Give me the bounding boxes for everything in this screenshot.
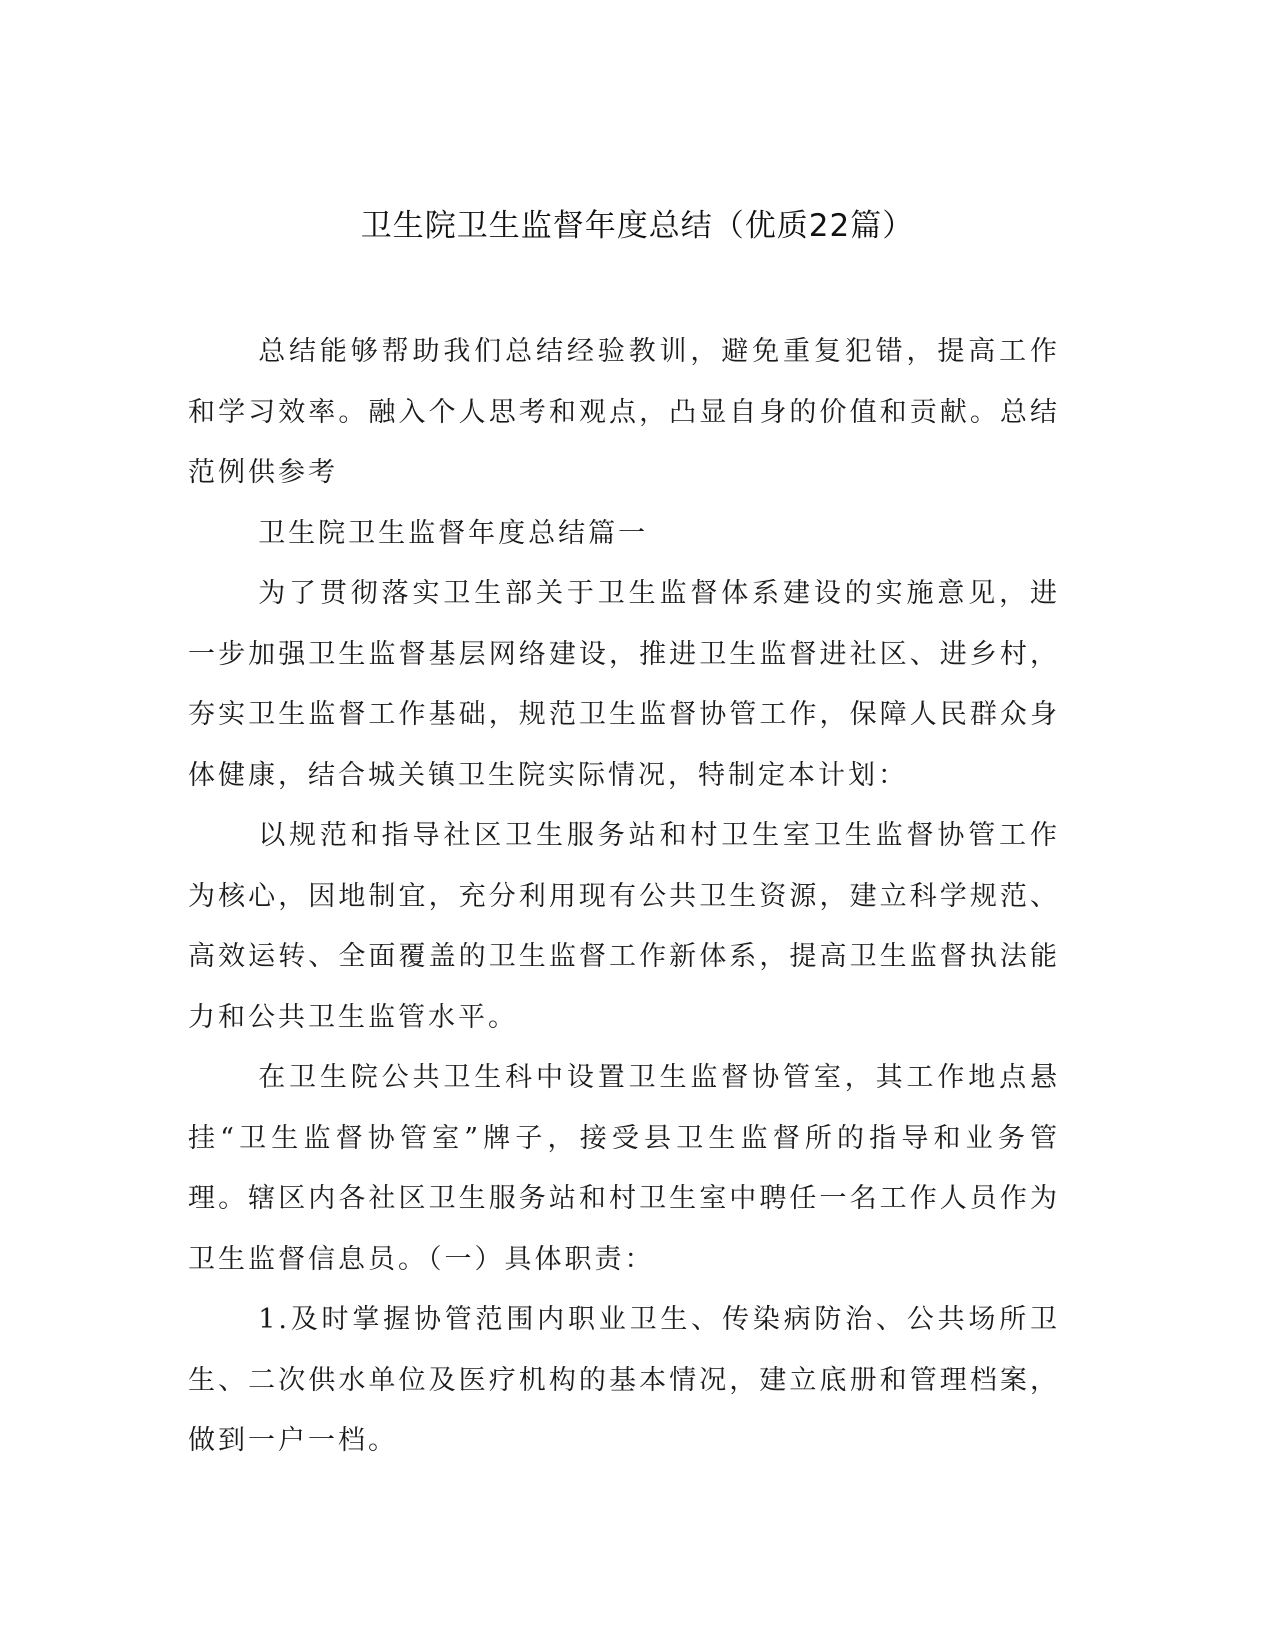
body-paragraph: 为了贯彻落实卫生部关于卫生监督体系建设的实施意见，进一步加强卫生监督基层网络建设，推进卫生监督进社区、进乡村，夯实卫生监督工作基础，规范卫生监督协管工作，保障人民群众身体健康，结合城关镇卫生院实际情况，特制定本计划： (188, 578, 1060, 791)
document-body (188, 322, 1060, 1472)
section-heading: 卫生院卫生监督年度总结篇一 (258, 517, 649, 549)
body-paragraph: 以规范和指导社区卫生服务站和村卫生室卫生监督协管工作为核心，因地制宜，充分利用现有公共卫生资源，建立科学规范、高效运转、全面覆盖的卫生监督工作新体系，提高卫生监督执法能力和公共卫生监管水平。 (188, 820, 1060, 1033)
body-paragraph: 1.及时掌握协管范围内职业卫生、传染病防治、公共场所卫生、二次供水单位及医疗机构的基本情况，建立底册和管理档案，做到一户一档。 (188, 1304, 1060, 1456)
intro-paragraph: 总结能够帮助我们总结经验教训，避免重复犯错，提高工作和学习效率。融入个人思考和观点，凸显自身的价值和贡献。总结范例供参考 (188, 336, 1060, 488)
body-paragraph: 在卫生院公共卫生科中设置卫生监督协管室，其工作地点悬挂“卫生监督协管室”牌子，接受县卫生监督所的指导和业务管理。辖区内各社区卫生服务站和村卫生室中聘任一名工作人员作为卫生监督信息员。（一）具体职责： (188, 1062, 1060, 1275)
document-title: 卫生院卫生监督年度总结（优质22篇） (360, 208, 915, 244)
